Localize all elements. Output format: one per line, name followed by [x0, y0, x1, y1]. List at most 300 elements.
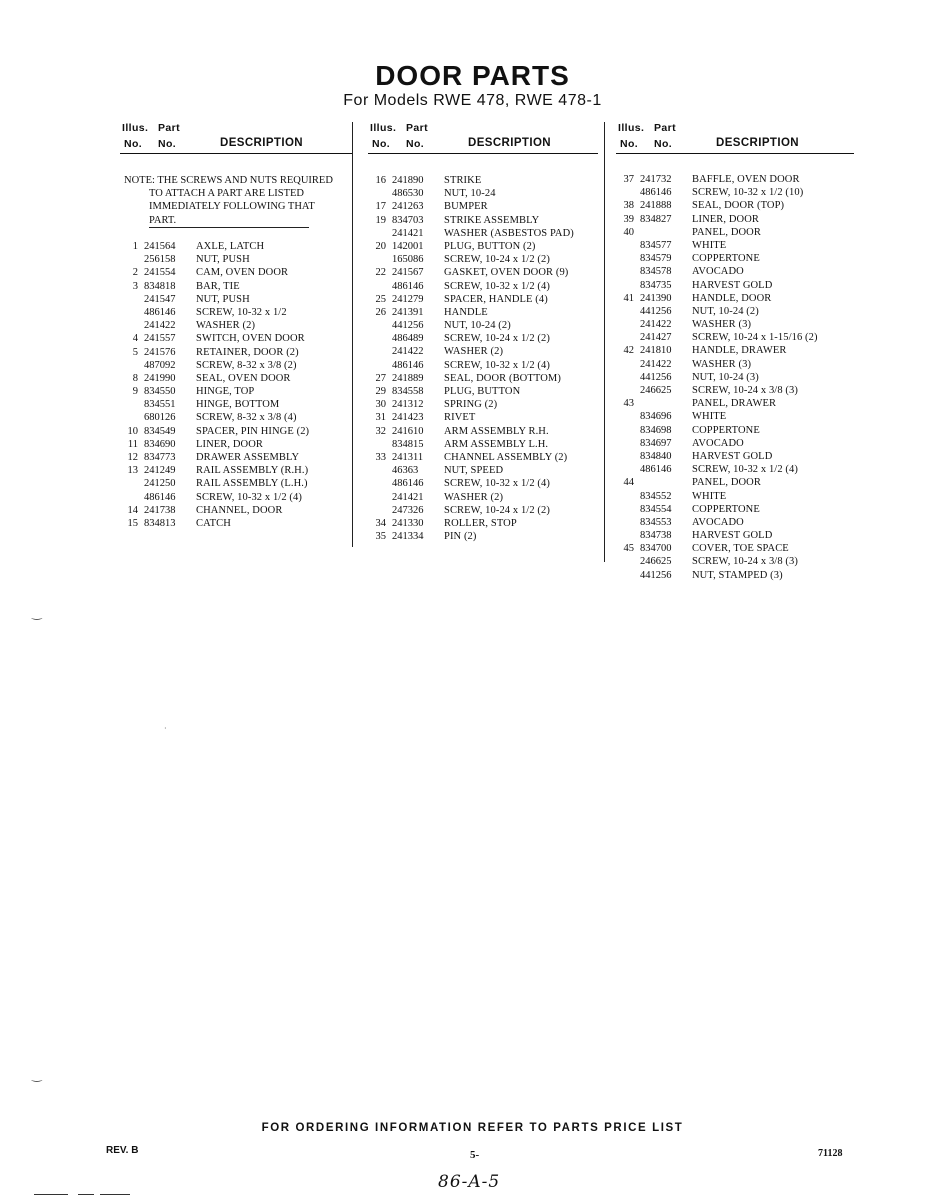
- part-description: SCREW, 10-24 x 3/8 (3): [692, 385, 798, 396]
- illus-number: 15: [127, 517, 138, 529]
- part-row: [616, 173, 818, 186]
- revision-label: REV. B: [106, 1145, 139, 1156]
- part-description: CAM, OVEN DOOR: [196, 267, 289, 279]
- part-row: [368, 451, 574, 464]
- part-number: 246625: [640, 556, 672, 568]
- illus-number: [616, 384, 638, 397]
- part-description: WASHER (ASBESTOS PAD): [444, 227, 574, 239]
- illus-number: 25: [375, 293, 386, 305]
- part-description: NUT, PUSH: [196, 293, 250, 305]
- part-row: [616, 371, 818, 384]
- part-number: 834703: [392, 214, 424, 226]
- part-number: 241279: [392, 293, 424, 305]
- column-header: [120, 120, 352, 154]
- part-description: SEAL, DOOR (BOTTOM): [444, 372, 561, 384]
- part-row: [120, 411, 309, 424]
- part-description: BAFFLE, OVEN DOOR: [692, 174, 800, 185]
- part-description: SPACER, PIN HINGE (2): [196, 425, 310, 437]
- parts-column-3: [616, 120, 854, 581]
- part-description: WASHER (3): [692, 358, 752, 370]
- part-number: 834700: [640, 543, 672, 555]
- illus-number: [616, 239, 638, 252]
- part-description: AVOCADO: [692, 266, 744, 278]
- parts-list: [120, 240, 309, 530]
- illus-number: 43: [623, 398, 634, 410]
- part-row: [616, 226, 818, 239]
- part-description: NUT, SPEED: [444, 465, 504, 477]
- part-description: SCREW, 10-32 x 1/2 (4): [444, 478, 550, 490]
- illus-number: 27: [375, 372, 386, 384]
- illus-number: [368, 477, 390, 490]
- part-description: WHITE: [692, 239, 727, 251]
- part-number: 241738: [144, 504, 176, 516]
- header-no: No.: [620, 138, 639, 150]
- part-row: [616, 199, 818, 212]
- part-number: 241576: [144, 346, 176, 358]
- illus-number: [616, 410, 638, 423]
- page-subtitle: For Models RWE 478, RWE 478-1: [343, 92, 602, 109]
- part-description: SPACER, HANDLE (4): [444, 293, 548, 305]
- part-number: 834579: [640, 253, 672, 265]
- part-number: 441256: [640, 569, 672, 581]
- illus-number: 10: [127, 425, 138, 437]
- part-row: [616, 358, 818, 371]
- part-row: [120, 385, 309, 398]
- part-description: SCREW, 10-32 x 1/2 (10): [692, 187, 804, 199]
- illus-number: 3: [132, 280, 138, 292]
- part-row: [368, 411, 574, 424]
- illus-number: [616, 450, 638, 463]
- part-number: 486489: [392, 333, 424, 345]
- illus-number: [120, 411, 142, 424]
- part-number: 486146: [640, 187, 672, 199]
- part-description: COPPERTONE: [692, 253, 760, 265]
- illus-number: [616, 463, 638, 476]
- illus-number: [616, 516, 638, 529]
- part-number: 241422: [392, 346, 424, 358]
- part-row: [120, 293, 309, 306]
- part-description: SCREW, 10-24 x 1/2 (2): [444, 504, 550, 516]
- part-row: [120, 240, 309, 253]
- part-number: 241423: [392, 412, 424, 424]
- part-number: 241890: [392, 175, 424, 186]
- part-number: 486146: [144, 306, 176, 318]
- part-row: [616, 239, 818, 252]
- part-description: SEAL, DOOR (TOP): [692, 200, 785, 212]
- part-description: SCREW, 10-32 x 1/2: [196, 306, 287, 318]
- illus-number: [616, 331, 638, 344]
- part-description: SCREW, 8-32 x 3/8 (2): [196, 359, 297, 371]
- part-description: SCREW, 10-24 x 1/2 (2): [444, 333, 550, 345]
- illus-number: 29: [375, 386, 386, 397]
- page-number: 5-: [470, 1149, 480, 1161]
- part-row: [616, 450, 818, 463]
- part-description: RIVET: [444, 412, 476, 424]
- part-description: PANEL, DRAWER: [692, 398, 777, 410]
- header-no: No.: [406, 138, 425, 150]
- illus-number: [368, 319, 390, 332]
- part-number: 486146: [392, 478, 424, 490]
- illus-number: 9: [132, 386, 138, 398]
- part-row: [616, 384, 818, 397]
- part-number: 834558: [392, 386, 424, 397]
- part-number: 241250: [144, 478, 176, 490]
- illus-number: 2: [132, 267, 138, 279]
- part-description: ARM ASSEMBLY L.H.: [444, 438, 549, 450]
- illus-number: [368, 332, 390, 345]
- illus-number: 13: [127, 465, 138, 477]
- part-row: [616, 305, 818, 318]
- header-part: Part: [406, 122, 429, 134]
- note-line: TO ATTACH A PART ARE LISTED: [149, 188, 304, 200]
- illus-number: 1: [132, 241, 138, 252]
- illus-number: 12: [127, 452, 138, 463]
- illus-number: 38: [623, 200, 634, 212]
- part-description: LINER, DOOR: [196, 438, 264, 450]
- note-line: NOTE: THE SCREWS AND NUTS REQUIRED: [124, 175, 333, 186]
- part-description: SCREW, 10-32 x 1/2 (4): [444, 280, 550, 292]
- parts-list: [368, 174, 574, 543]
- illus-number: [368, 280, 390, 293]
- part-description: WHITE: [692, 411, 727, 423]
- part-number: 241567: [392, 267, 424, 279]
- illus-number: [616, 503, 638, 516]
- part-description: SCREW, 10-24 x 3/8 (3): [692, 556, 798, 568]
- part-row: [616, 516, 818, 529]
- illus-number: [120, 319, 142, 332]
- part-number: [638, 476, 692, 489]
- illus-number: 41: [623, 292, 634, 304]
- illus-number: [120, 398, 142, 411]
- part-row: [120, 280, 309, 293]
- illus-number: [616, 569, 638, 582]
- part-description: AXLE, LATCH: [196, 241, 265, 252]
- part-row: [368, 332, 574, 345]
- part-number: 834553: [640, 516, 672, 528]
- part-description: PANEL, DOOR: [692, 226, 761, 238]
- column-header: [616, 120, 854, 154]
- part-number: 834549: [144, 425, 176, 437]
- part-row: [120, 306, 309, 319]
- part-description: LINER, DOOR: [692, 213, 760, 225]
- part-description: HINGE, TOP: [196, 386, 255, 398]
- illus-number: [616, 358, 638, 371]
- header-illus: Illus.: [618, 122, 645, 134]
- illus-number: 8: [132, 372, 138, 384]
- bottom-rule: [78, 1194, 94, 1195]
- illus-number: [120, 293, 142, 306]
- part-number: 834690: [144, 438, 176, 450]
- part-number: 241990: [144, 372, 176, 384]
- column-header: [368, 120, 598, 154]
- part-description: NUT, 10-24: [444, 188, 496, 200]
- part-row: [368, 398, 574, 411]
- part-description: DRAWER ASSEMBLY: [196, 452, 300, 463]
- illus-number: [368, 187, 390, 200]
- part-number: 834550: [144, 386, 176, 398]
- part-description: WASHER (3): [692, 319, 752, 331]
- part-number: 241391: [392, 306, 424, 318]
- part-description: AVOCADO: [692, 437, 744, 449]
- part-description: SEAL, OVEN DOOR: [196, 372, 291, 384]
- illus-number: [120, 477, 142, 490]
- illus-number: [368, 227, 390, 240]
- part-number: 680126: [144, 412, 176, 424]
- part-number: 241422: [640, 358, 672, 370]
- part-row: [120, 266, 309, 279]
- illus-number: [616, 265, 638, 278]
- part-row: [368, 517, 574, 530]
- part-description: CHANNEL, DOOR: [196, 504, 283, 516]
- illus-number: [616, 490, 638, 503]
- part-description: NUT, 10-24 (2): [444, 320, 511, 332]
- column-divider: [604, 122, 605, 562]
- part-number: 165086: [392, 254, 424, 266]
- part-row: [368, 504, 574, 517]
- header-no: No.: [124, 138, 143, 150]
- note-line: PART.: [149, 214, 177, 226]
- part-row: [616, 397, 818, 410]
- illus-number: [616, 437, 638, 450]
- parts-column-1: [120, 120, 352, 529]
- illus-number: [368, 464, 390, 477]
- part-row: [368, 266, 574, 279]
- part-number: 241557: [144, 333, 176, 345]
- illus-number: [616, 555, 638, 568]
- part-description: RAIL ASSEMBLY (L.H.): [196, 478, 308, 490]
- part-number: 241311: [392, 451, 424, 463]
- note-divider: [149, 227, 309, 228]
- part-description: ROLLER, STOP: [444, 517, 517, 529]
- illus-number: 42: [623, 345, 634, 357]
- part-number: 241263: [392, 201, 424, 213]
- part-number: [638, 226, 692, 239]
- parts-list: [616, 173, 818, 582]
- part-number: 834840: [640, 450, 672, 462]
- part-description: GASKET, OVEN DOOR (9): [444, 267, 569, 279]
- part-number: 241547: [144, 293, 176, 305]
- header-description: DESCRIPTION: [468, 137, 551, 149]
- part-row: [616, 490, 818, 503]
- part-row: [616, 463, 818, 476]
- part-number: 241421: [392, 227, 424, 239]
- part-description: SCREW, 10-32 x 1/2 (4): [444, 359, 550, 371]
- part-number: 834827: [640, 213, 672, 225]
- illus-number: 45: [623, 543, 634, 555]
- illus-number: [368, 491, 390, 504]
- part-row: [616, 437, 818, 450]
- part-row: [616, 279, 818, 292]
- part-number: 241889: [392, 372, 424, 384]
- part-number: 241732: [640, 174, 672, 185]
- part-row: [368, 530, 574, 543]
- illus-number: 19: [375, 214, 386, 226]
- part-number: 246625: [640, 385, 672, 396]
- part-row: [368, 200, 574, 213]
- illus-number: 26: [375, 306, 386, 318]
- illus-number: 14: [127, 504, 138, 516]
- part-row: [616, 292, 818, 305]
- header-illus: Illus.: [370, 122, 397, 134]
- illus-number: [616, 371, 638, 384]
- part-row: [616, 503, 818, 516]
- part-row: [120, 438, 309, 451]
- part-number: 834818: [144, 280, 176, 292]
- part-row: [616, 265, 818, 278]
- parts-column-2: [368, 120, 598, 543]
- illus-number: [616, 186, 638, 199]
- part-row: [368, 438, 574, 451]
- illus-number: [616, 252, 638, 265]
- part-description: SPRING (2): [444, 399, 498, 411]
- illus-number: [368, 345, 390, 358]
- part-description: STRIKE ASSEMBLY: [444, 214, 540, 226]
- part-number: 834577: [640, 239, 672, 251]
- header-no: No.: [372, 138, 391, 150]
- document-code: 71128: [818, 1148, 843, 1159]
- part-row: [616, 213, 818, 226]
- bottom-rule: [100, 1194, 130, 1195]
- header-description: DESCRIPTION: [220, 137, 303, 149]
- column-divider: [352, 122, 353, 547]
- part-number: 834813: [144, 517, 176, 529]
- part-number: 487092: [144, 359, 176, 371]
- illus-number: 4: [132, 333, 138, 345]
- part-description: NUT, PUSH: [196, 254, 250, 266]
- part-row: [616, 344, 818, 357]
- part-row: [120, 253, 309, 266]
- part-row: [616, 476, 818, 489]
- part-number: 241421: [392, 491, 424, 503]
- part-row: [368, 491, 574, 504]
- part-description: CATCH: [196, 517, 231, 529]
- part-number: 142001: [392, 240, 424, 252]
- part-row: [120, 359, 309, 372]
- illus-number: [120, 306, 142, 319]
- part-row: [368, 372, 574, 385]
- part-number: 241422: [640, 319, 672, 331]
- illus-number: 44: [623, 477, 634, 489]
- scan-mark: ‿: [32, 606, 42, 620]
- part-row: [368, 359, 574, 372]
- part-description: SCREW, 8-32 x 3/8 (4): [196, 412, 297, 424]
- part-description: SCREW, 10-32 x 1/2 (4): [196, 491, 302, 503]
- part-row: [120, 372, 309, 385]
- part-description: HANDLE: [444, 306, 488, 318]
- page-title: DOOR PARTS: [375, 60, 570, 91]
- illus-number: 16: [375, 175, 386, 186]
- part-number: 241390: [640, 292, 672, 304]
- illus-number: 35: [375, 531, 386, 543]
- part-description: PANEL, DOOR: [692, 477, 761, 489]
- part-number: 241249: [144, 465, 176, 477]
- illus-number: [120, 359, 142, 372]
- illus-number: 33: [375, 451, 386, 463]
- part-number: 834815: [392, 438, 424, 450]
- illus-number: [616, 529, 638, 542]
- part-number: 441256: [640, 371, 672, 383]
- part-row: [120, 346, 309, 359]
- part-row: [368, 385, 574, 398]
- part-row: [616, 542, 818, 555]
- part-row: [616, 318, 818, 331]
- part-description: BUMPER: [444, 201, 488, 213]
- part-description: PIN (2): [444, 531, 477, 543]
- part-row: [120, 504, 309, 517]
- part-description: COPPERTONE: [692, 424, 760, 436]
- part-row: [368, 280, 574, 293]
- scan-mark: ·: [164, 724, 167, 733]
- part-row: [616, 410, 818, 423]
- part-number: 486146: [640, 464, 672, 476]
- part-row: [616, 555, 818, 568]
- part-row: [368, 345, 574, 358]
- part-description: NUT, STAMPED (3): [692, 569, 783, 581]
- part-number: 241330: [392, 517, 424, 529]
- header-part: Part: [158, 122, 181, 134]
- part-number: 256158: [144, 254, 176, 266]
- part-row: [120, 517, 309, 530]
- illus-number: 37: [623, 174, 634, 185]
- part-description: NUT, 10-24 (2): [692, 305, 759, 317]
- note: [124, 174, 356, 227]
- part-row: [368, 174, 574, 187]
- illus-number: [616, 318, 638, 331]
- illus-number: [368, 359, 390, 372]
- part-number: 241564: [144, 241, 176, 252]
- ordering-note: FOR ORDERING INFORMATION REFER TO PARTS PRICE LIST: [261, 1122, 684, 1134]
- part-number: 486146: [144, 491, 176, 503]
- header-illus: Illus.: [122, 122, 149, 134]
- part-number: 834551: [144, 399, 176, 411]
- part-number: 46363: [392, 465, 419, 477]
- part-description: RAIL ASSEMBLY (R.H.): [196, 465, 309, 477]
- illus-number: 34: [375, 517, 386, 529]
- part-description: SCREW, 10-24 x 1-15/16 (2): [692, 332, 818, 344]
- part-row: [368, 319, 574, 332]
- part-number: 486530: [392, 188, 424, 200]
- illus-number: 30: [375, 399, 386, 411]
- scan-mark: ‿: [32, 1068, 42, 1082]
- illus-number: [368, 438, 390, 451]
- note-line: IMMEDIATELY FOLLOWING THAT: [149, 201, 315, 213]
- part-number: 486146: [392, 359, 424, 371]
- part-row: [120, 398, 309, 411]
- part-number: 834578: [640, 266, 672, 278]
- part-description: WHITE: [692, 490, 727, 502]
- part-description: HARVEST GOLD: [692, 450, 773, 462]
- illus-number: [120, 253, 142, 266]
- part-number: 441256: [640, 305, 672, 317]
- illus-number: 22: [375, 267, 386, 279]
- part-number: 241312: [392, 399, 424, 411]
- illus-number: [368, 504, 390, 517]
- bottom-rule: [34, 1194, 68, 1195]
- part-row: [616, 331, 818, 344]
- part-row: [616, 569, 818, 582]
- part-row: [368, 425, 574, 438]
- part-row: [120, 425, 309, 438]
- part-description: PLUG, BUTTON (2): [444, 240, 536, 252]
- part-description: SCREW, 10-32 x 1/2 (4): [692, 464, 798, 476]
- header-no: No.: [654, 138, 673, 150]
- part-description: CHANNEL ASSEMBLY (2): [444, 451, 568, 463]
- part-row: [368, 293, 574, 306]
- part-description: HINGE, BOTTOM: [196, 399, 280, 411]
- part-number: 834552: [640, 490, 672, 502]
- part-description: STRIKE: [444, 175, 482, 186]
- part-description: RETAINER, DOOR (2): [196, 346, 299, 358]
